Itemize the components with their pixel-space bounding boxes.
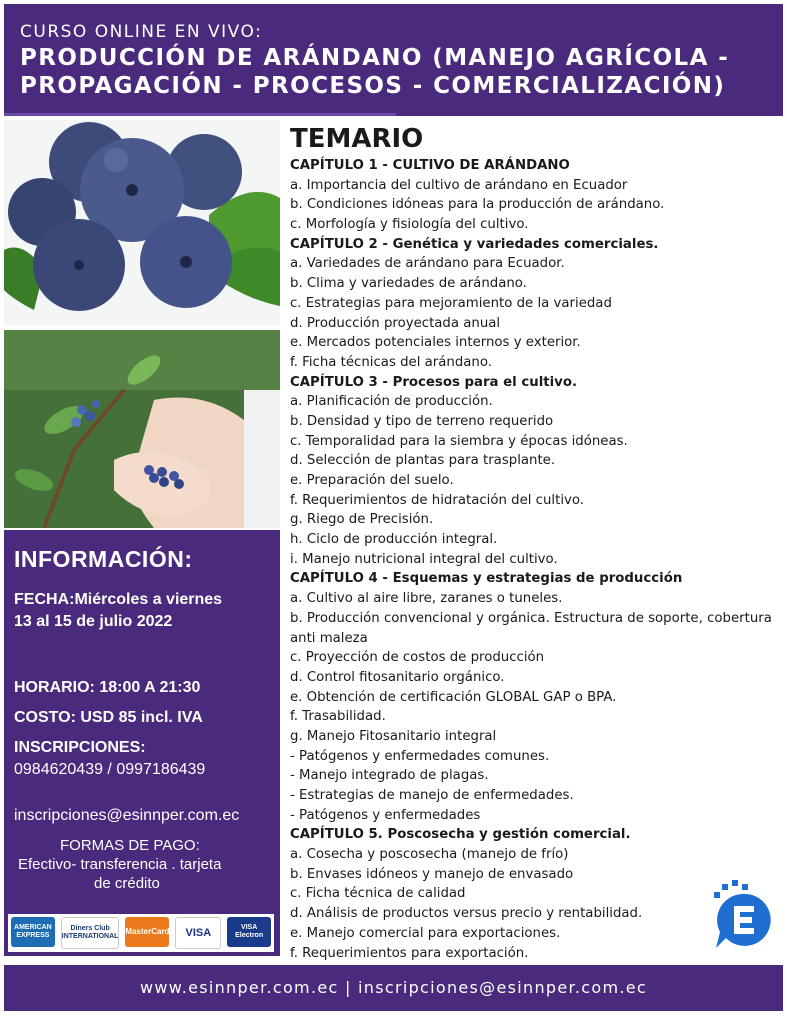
payment-line-1: Efectivo- transferencia . tarjeta — [18, 856, 222, 873]
course-title-line-1: PRODUCCIÓN DE ARÁNDANO (MANEJO AGRÍCOLA - — [20, 45, 730, 71]
course-title — [20, 44, 783, 100]
header-banner — [4, 4, 783, 116]
syllabus-list — [290, 156, 782, 963]
phone-numbers[interactable]: 0984620439 / 0997186439 — [14, 761, 206, 778]
chapter-heading: CAPÍTULO 4 - Esquemas y estrategias de producción — [290, 571, 683, 587]
syllabus-item: a. Cosecha y poscosecha (manejo de frío) — [290, 847, 569, 863]
chapter-heading: CAPÍTULO 1 - CULTIVO DE ARÁNDANO — [290, 158, 570, 173]
course-kicker: CURSO ONLINE EN VIVO: — [20, 22, 263, 42]
syllabus-item: g. Riego de Precisión. — [290, 512, 434, 528]
syllabus-item: d. Análisis de productos versus precio y rentabilidad. — [290, 906, 643, 922]
syllabus-item: - Patógenos y enfermedades — [290, 807, 481, 823]
payment-label: FORMAS DE PAGO: — [60, 837, 200, 854]
syllabus-item: f. Trasabilidad. — [290, 709, 386, 725]
course-title-line-2: PROPAGACIÓN - PROCESOS - COMERCIALIZACIÓN) — [20, 73, 726, 99]
visa-card-logo: VISA — [175, 917, 221, 949]
syllabus-item: e. Manejo comercial para exportaciones. — [290, 925, 561, 941]
visa-electron-card-logo: VISA Electron — [227, 917, 271, 947]
syllabus-item: g. Manejo Fitosanitario integral — [290, 728, 497, 744]
info-panel — [4, 530, 280, 956]
syllabus-item: a. Variedades de arándano para Ecuador. — [290, 256, 565, 272]
registration-label: INSCRIPCIONES: — [14, 739, 146, 756]
syllabus-item: e. Mercados potenciales internos y exterior. — [290, 335, 581, 351]
header-accent-bar — [4, 113, 396, 116]
syllabus-item: f. Ficha técnicas del arándano. — [290, 354, 492, 370]
date-line-2: 13 al 15 de julio 2022 — [14, 613, 173, 630]
syllabus-section — [290, 120, 782, 963]
syllabus-item: d. Control fitosanitario orgánico. — [290, 669, 505, 685]
mastercard-logo: MasterCard — [125, 917, 169, 947]
syllabus-item: b. Clima y variedades de arándano. — [290, 276, 527, 292]
chapter-heading: CAPÍTULO 2 - Genética y variedades comerciales. — [290, 236, 659, 252]
amex-card-logo: AMERICAN EXPRESS — [11, 917, 55, 947]
blueberries-photo — [4, 120, 280, 326]
syllabus-item: c. Morfología y fisiología del cultivo. — [290, 217, 529, 233]
syllabus-item: c. Temporalidad para la siembra y épocas idóneas. — [290, 433, 628, 449]
footer-bar — [4, 965, 783, 1011]
payment-line-2: de crédito — [94, 875, 160, 892]
syllabus-title: TEMARIO — [290, 124, 424, 154]
cost-text: COSTO: USD 85 incl. IVA — [14, 709, 203, 726]
email-link[interactable]: inscripciones@esinnper.com.ec — [14, 807, 240, 824]
esinnper-logo-icon — [712, 880, 774, 950]
syllabus-item: c. Ficha técnica de calidad — [290, 886, 466, 902]
syllabus-item: - Estrategias de manejo de enfermedades. — [290, 788, 574, 804]
syllabus-item: - Patógenos y enfermedades comunes. — [290, 748, 550, 764]
syllabus-item: b. Densidad y tipo de terreno requerido — [290, 413, 554, 429]
syllabus-item: h. Ciclo de producción integral. — [290, 532, 498, 548]
syllabus-item: c. Estrategias para mejoramiento de la variedad — [290, 295, 612, 311]
syllabus-item: f. Requerimientos para exportación. — [290, 945, 529, 961]
syllabus-item: - Manejo integrado de plagas. — [290, 768, 489, 784]
syllabus-item: a. Planificación de producción. — [290, 394, 493, 410]
syllabus-item: e. Preparación del suelo. — [290, 473, 454, 488]
syllabus-item: d. Selección de plantas para trasplante. — [290, 453, 556, 469]
syllabus-item: a. Importancia del cultivo de arándano en Ecuador — [290, 177, 628, 193]
schedule-text: HORARIO: 18:00 A 21:30 — [14, 679, 201, 696]
payment-cards — [8, 914, 274, 952]
syllabus-item: b. Condiciones idóneas para la producción de arándano. — [290, 197, 665, 213]
diners-card-logo: Diners Club INTERNATIONAL — [61, 917, 120, 949]
syllabus-item: a. Cultivo al aire libre, zaranes o tuneles. — [290, 591, 563, 607]
harvest-hands-photo — [4, 330, 280, 528]
syllabus-item: i. Manejo nutricional integral del cultivo. — [290, 551, 558, 567]
syllabus-item: e. Obtención de certificación GLOBAL GAP o BPA. — [290, 689, 617, 705]
syllabus-item: c. Proyección de costos de producción — [290, 650, 545, 666]
info-heading: INFORMACIÓN: — [14, 546, 193, 572]
chapter-heading: CAPÍTULO 3 - Procesos para el cultivo. — [290, 374, 578, 390]
footer-links[interactable]: www.esinnper.com.ec | inscripciones@esinnper.com.ec — [140, 978, 647, 997]
syllabus-item: d. Producción proyectada anual — [290, 315, 501, 331]
date-line-1: FECHA:Miércoles a viernes — [14, 591, 223, 608]
syllabus-item: b. Envases idóneos y manejo de envasado — [290, 866, 574, 882]
chapter-heading: CAPÍTULO 5. Poscosecha y gestión comercial. — [290, 827, 631, 843]
syllabus-item: f. Requerimientos de hidratación del cultivo. — [290, 492, 585, 508]
syllabus-item: b. Producción convencional y orgánica. Estructura de soporte, cobertura anti maleza — [290, 610, 772, 646]
